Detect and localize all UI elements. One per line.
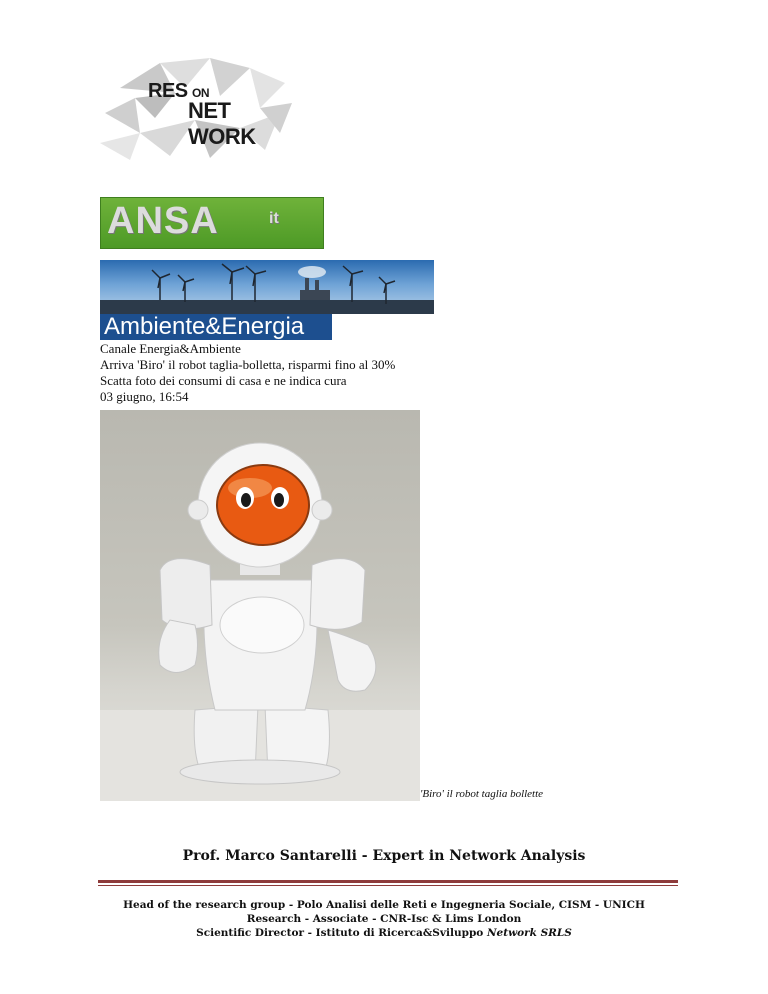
photo-caption: 'Biro' il robot taglia bollette	[420, 788, 544, 800]
footer-line-2: Research - Associate - CNR-Isc & Lims London	[246, 913, 522, 925]
ansa-logo-suffix: it	[269, 210, 279, 227]
article-date: 03 giugno, 16:54	[100, 389, 189, 404]
robot-photo	[100, 410, 420, 801]
res-logo-line2: NET WORK	[188, 98, 256, 149]
ansa-logo	[100, 197, 324, 249]
ansa-logo-text: ANSA	[107, 200, 219, 242]
article-subheadline: Scatta foto dei consumi di casa e ne indica cura	[100, 373, 347, 388]
footer-line-3	[0, 926, 768, 940]
footer-line-3-italic: Network SRLS	[486, 927, 572, 939]
footer-line-1: Head of the research group - Polo Analisi delle Reti e Ingegneria Sociale, CISM - UNICH	[123, 899, 645, 911]
footer-line-3-text: Scientific Director - Istituto di Ricerca&Sviluppo	[196, 927, 487, 939]
wind-turbines-graphic	[100, 260, 434, 314]
banner-title: Ambiente&Energia	[104, 313, 305, 340]
robot-illustration	[100, 410, 420, 801]
res-on-network-logo	[100, 58, 292, 160]
res-logo-line1: RES	[148, 80, 188, 102]
divider-thin	[98, 885, 678, 886]
article-headline: Arriva 'Biro' il robot taglia-bolletta, risparmi fino al 30%	[100, 357, 396, 372]
ambiente-energia-banner	[100, 260, 434, 340]
res-logo-on: ON	[192, 86, 209, 100]
divider-thick	[98, 880, 678, 883]
banner-landscape	[100, 260, 434, 314]
author-name: Prof. Marco Santarelli - Expert in Network Analysis	[182, 848, 586, 864]
article-channel: Canale Energia&Ambiente	[100, 341, 241, 356]
